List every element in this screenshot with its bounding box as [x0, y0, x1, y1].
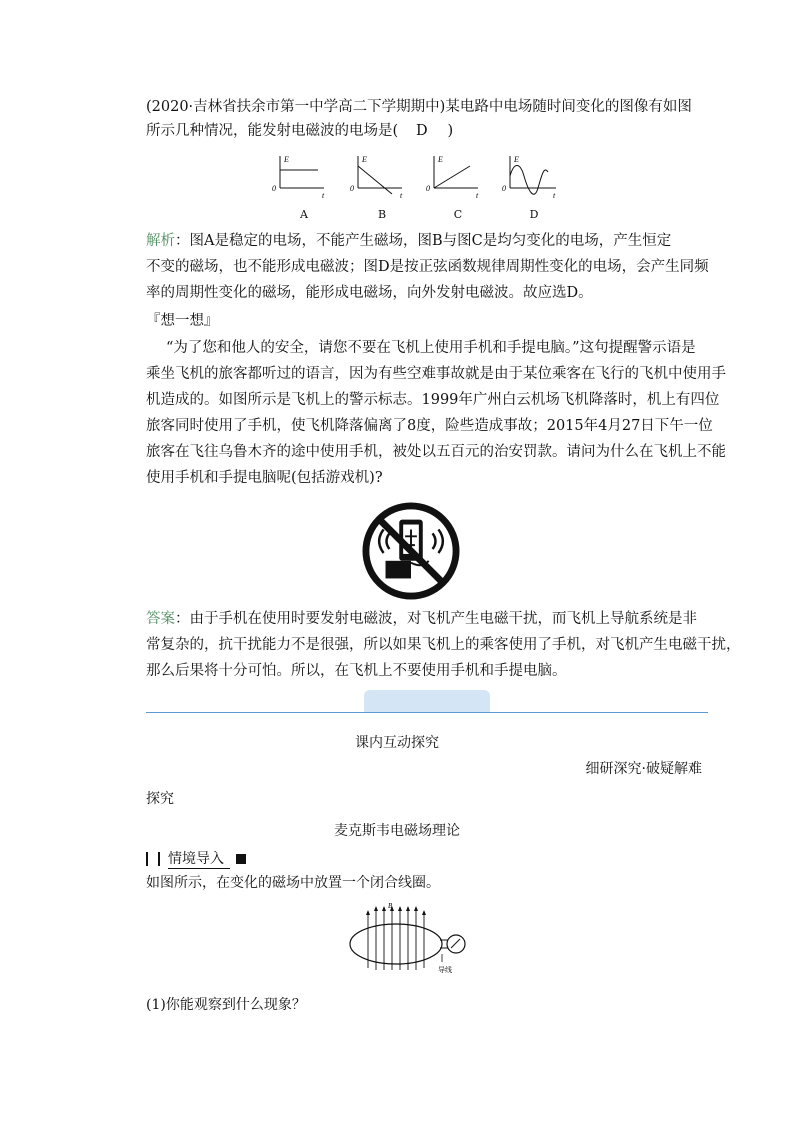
- graph-label-a: A: [300, 208, 308, 221]
- answer-text-1: ：由于手机在使用时要发射电磁波，对飞机产生电磁干扰，而飞机上导航系统是非: [175, 611, 697, 627]
- think-line-3: 机造成的。如图所示是飞机上的警示标志。1999年广州白云机场飞机降落时，机上有四位: [146, 392, 720, 408]
- answer-line-3: 那么后果将十分可怕。所以，在飞机上不要使用手机和手提电脑。: [146, 663, 567, 679]
- question-answer: D: [415, 123, 430, 139]
- graph-b-axis-e: E: [362, 155, 367, 164]
- graph-c: [422, 152, 482, 204]
- topic-title: 麦克斯韦电磁场理论: [334, 823, 460, 839]
- question-line-2: [146, 120, 708, 142]
- context-label: 情境导入: [168, 848, 230, 869]
- graph-d-axis-t: t: [553, 191, 556, 200]
- think-line-5: 旅客在飞往乌鲁木齐的途中使用手机，被处以五百元的治安罚款。请问为什么在飞机上不能: [146, 444, 726, 460]
- explore-label: 探究: [146, 791, 174, 807]
- analysis-label: 解析: [146, 233, 175, 249]
- coil-b-label: B: [388, 902, 393, 910]
- answer-line-1: [146, 608, 708, 630]
- intro-text: 如图所示，在变化的磁场中放置一个闭合线圈。: [146, 875, 440, 891]
- section-title: 课内互动探究: [355, 735, 439, 751]
- coil-wire-label: 导线: [438, 966, 452, 974]
- graph-d: [498, 152, 560, 204]
- graph-d-origin: 0: [502, 184, 506, 193]
- question-line-1: (2020·吉林省扶余市第一中学高二下学期期中)某电路中电场随时间变化的图像有如图: [146, 99, 692, 115]
- question-1: (1)你能观察到什么现象？: [146, 997, 306, 1013]
- answer-line-2: 常复杂的，抗干扰能力不是很强，所以如果飞机上的乘客使用了手机，对飞机产生电磁干扰，: [146, 637, 741, 653]
- no-phone-sign-icon: [362, 502, 460, 600]
- graph-b-axis-t: t: [400, 191, 403, 200]
- analysis-line-1: [146, 230, 708, 252]
- analysis-line-2: 不变的磁场，也不能形成电磁波；图D是按正弦函数规律周期性变化的电场，会产生同频: [146, 259, 709, 275]
- section-divider: [146, 712, 708, 713]
- section-subtitle: 细研深究·破疑解难: [585, 761, 702, 777]
- graph-a-axis-e: E: [284, 155, 289, 164]
- graph-a: [268, 152, 328, 204]
- graph-c-origin: 0: [426, 184, 430, 193]
- field-graphs: [268, 152, 568, 222]
- graph-a-origin: 0: [272, 184, 276, 193]
- graph-c-axis-t: t: [476, 191, 479, 200]
- answer-label: 答案: [146, 611, 175, 627]
- graph-label-b: B: [377, 208, 387, 221]
- analysis-line-3: 率的周期性变化的磁场，能形成电磁场，向外发射电磁波。故应选D。: [146, 285, 593, 301]
- think-line-1: “为了您和他人的安全，请您不要在飞机上使用手机和手提电脑。”这句提醒警示语是: [166, 340, 696, 356]
- think-line-2: 乘坐飞机的旅客都听过的语言，因为有些空难事故就是由于某位乘客在飞行的飞机中使用手: [146, 366, 726, 382]
- question-close-paren: ): [447, 123, 454, 139]
- analysis-text-1: ：图A是稳定的电场，不能产生磁场，图B与图C是均匀变化的电场，产生恒定: [175, 233, 672, 249]
- think-heading: 『想一想』: [146, 313, 219, 329]
- question-text: 所示几种情况，能发射电磁波的电场是(: [146, 123, 399, 139]
- bars-icon: [146, 852, 160, 866]
- graph-b-origin: 0: [350, 184, 354, 193]
- graph-d-axis-e: E: [514, 155, 519, 164]
- graph-b: [346, 152, 406, 204]
- coil-diagram: [346, 900, 476, 980]
- square-icon: [236, 854, 246, 864]
- graph-label-c: C: [453, 208, 463, 221]
- context-heading: [146, 848, 246, 869]
- section-tab: [364, 690, 490, 712]
- graph-label-d: D: [529, 208, 539, 221]
- think-line-6: 使用手机和手提电脑呢(包括游戏机)?: [146, 470, 383, 486]
- think-line-4: 旅客同时使用了手机，使飞机降落偏离了8度，险些造成事故；2015年4月27日下午一位: [146, 418, 713, 434]
- graph-c-axis-e: E: [438, 155, 443, 164]
- graph-a-axis-t: t: [322, 191, 325, 200]
